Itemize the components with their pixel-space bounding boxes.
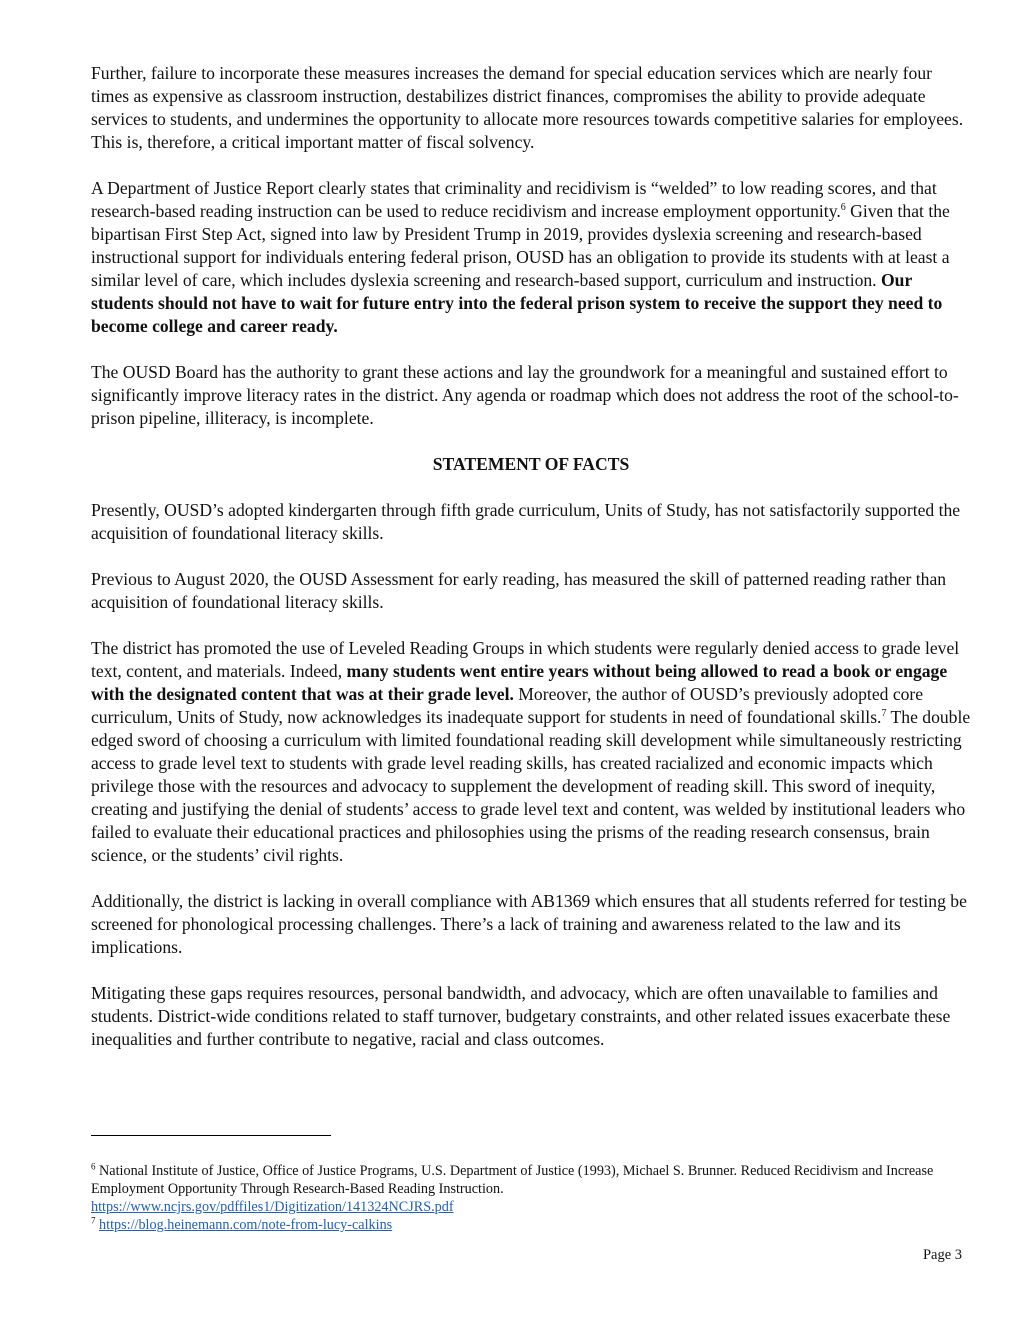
first-step-act-text: Given that the bipartisan First Step Act, signed into law by President Trump in 2019, provides dyslexia screening and research-based instructional support for individuals entering federal prison, OUSD has an obligation to provide its students with at least a similar level of care, which includes dyslexia screening and research-based support, curriculum and instruction.	[91, 201, 950, 290]
paragraph-fiscal-solvency: Further, failure to incorporate these measures increases the demand for special education services which are nearly four times as expensive as classroom instruction, destabilizes district finances, compromises the ability to provide adequate services to students, and undermines the opportunity to allocate more resources towards competitive salaries for employees. This is, therefore, a critical important matter of fiscal solvency.	[91, 63, 964, 152]
double-edged-sword-text: The double edged sword of choosing a curriculum with limited foundational reading skill development while simultaneously restricting access to grade level text to students with grade level reading skills, has created racialized and economic impacts which privilege those with the resources and advocacy to supplement the development of reading skill. This sword of inequity, creating and justifying the denial of students’ access to grade level text and content, was welded by institutional leaders who failed to evaluate their educational practices and philosophies using the prisms of the reading research consensus, brain science, or the students’ civil rights.	[91, 707, 971, 865]
paragraph-board-authority: The OUSD Board has the authority to grant these actions and lay the groundwork for a meaningful and sustained effort to significantly improve literacy rates in the district. Any agenda or roadmap which does not address the root of the school-to-prison pipeline, illiteracy, is incomplete.	[91, 362, 959, 428]
footnotes	[91, 1162, 971, 1234]
page-number: Page 3	[922, 1247, 962, 1263]
bold-statement-grade-level: many students went entire years without being allowed to read a book or engage with the designated content that was at their grade level.	[91, 661, 948, 704]
footnote-divider	[91, 1135, 331, 1136]
paragraph-leveled-reading	[91, 637, 971, 867]
paragraph-ab1369: Additionally, the district is lacking in overall compliance with AB1369 which ensures that all students referred for testing be screened for phonological processing challenges. There’s a lack of training and awareness related to the law and its implications.	[91, 891, 967, 957]
paragraph-mitigating-gaps: Mitigating these gaps requires resources, personal bandwidth, and advocacy, which are often unavailable to families and students. District-wide conditions related to staff turnover, budgetary constraints, and other related issues exacerbate these inequalities and further contribute to negative, racial and class outcomes.	[91, 983, 951, 1049]
body-text	[91, 62, 971, 1074]
footnote-7-number: 7	[91, 1215, 96, 1226]
footnote-7	[91, 1216, 971, 1234]
footnote-ref-7[interactable]: 7	[881, 708, 887, 720]
bold-statement-prison: Our students should not have to wait for future entry into the federal prison system to receive the support they need to become college and career ready.	[91, 270, 943, 336]
doj-report-text: A Department of Justice Report clearly states that criminality and recidivism is “welded” to low reading scores, and that research-based reading instruction can be used to reduce recidivism and increase employment opportunity.	[91, 178, 937, 221]
paragraph-assessment: Previous to August 2020, the OUSD Assessment for early reading, has measured the skill of patterned reading rather than acquisition of foundational literacy skills.	[91, 569, 947, 612]
footnote-6-link[interactable]: https://www.ncjrs.gov/pdffiles1/Digitization/141324NCJRS.pdf	[91, 1199, 454, 1215]
section-heading: STATEMENT OF FACTS	[432, 454, 630, 474]
footnote-6	[91, 1162, 971, 1198]
paragraph-doj-report	[91, 177, 971, 338]
footnote-ref-6[interactable]: 6	[840, 202, 846, 214]
units-of-study-text: Moreover, the author of OUSD’s previously adopted core curriculum, Units of Study, now acknowledges its inadequate support for students in need of foundational skills.	[91, 684, 924, 727]
paragraph-curriculum: Presently, OUSD’s adopted kindergarten through fifth grade curriculum, Units of Study, has not satisfactorily supported the acquisition of foundational literacy skills.	[91, 500, 961, 543]
leveled-reading-text: The district has promoted the use of Leveled Reading Groups in which students were regularly denied access to grade level text, content, and materials. Indeed,	[91, 638, 960, 681]
footnote-6-number: 6	[91, 1161, 96, 1172]
footnote-6-link-line	[91, 1198, 971, 1216]
footnote-6-text: National Institute of Justice, Office of Justice Programs, U.S. Department of Justice (1993), Michael S. Brunner. Reduced Recidivism and Increase Employment Opportunity Through Research-Based Reading Instruction.	[91, 1163, 934, 1197]
footnote-7-link[interactable]: https://blog.heinemann.com/note-from-lucy-calkins	[99, 1217, 393, 1233]
